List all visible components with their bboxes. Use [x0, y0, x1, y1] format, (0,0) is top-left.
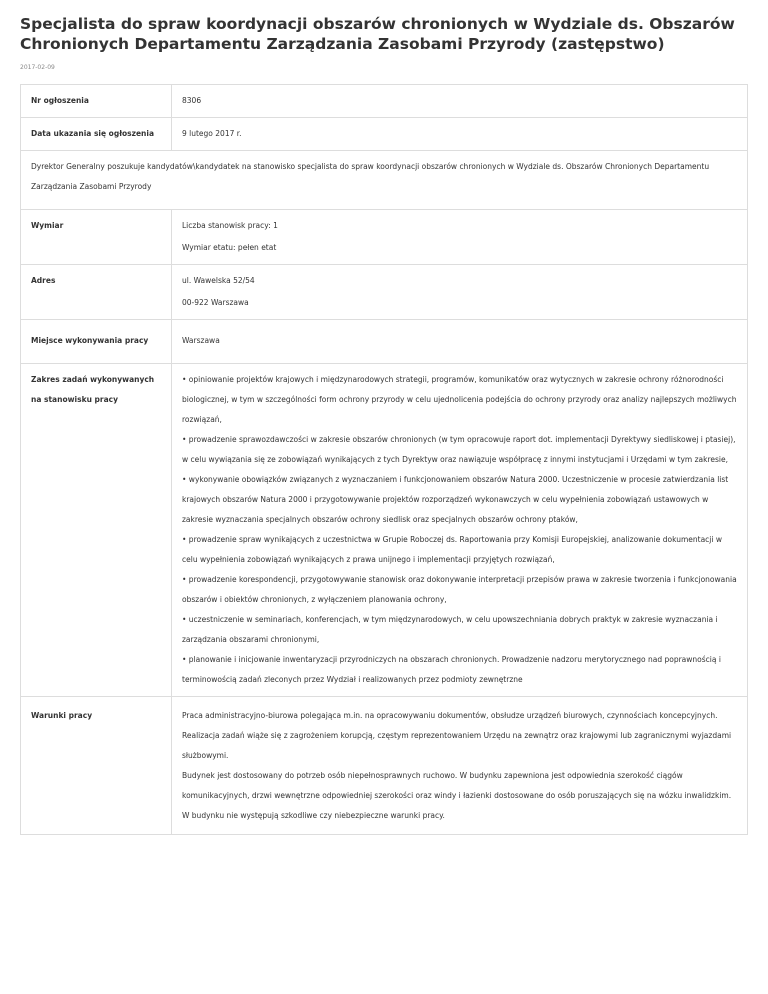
table-row: [21, 320, 748, 364]
list-item: • planowanie i inicjowanie inwentaryzacji przyrodniczych na obszarach chronionych. Prowadzenie nadzoru merytorycznego nad poprawnością i terminowością zadań zleconych przez Wydział i realizowanych przez podmioty zewnętrzne: [182, 655, 721, 684]
list-item: • prowadzenie sprawozdawczości w zakresie obszarów chronionych (w tym opracowuje raport dot. implementacji Dyrektywy siedliskowej i ptasiej), w celu wywiązania się ze zobowiązań wynikających z tych Dyrektyw oraz nawiązuje współpracę z innymi instytucjami i Urzędami w tym zakresie,: [182, 435, 736, 464]
conditions-paragraph: Praca administracyjno-biurowa polegająca m.in. na opracowywaniu dokumentów, obsłudze urządzeń biurowych, czynnościach koncepcyjnych. Realizacja zadań wiąże się z zagrożeniem korupcją, częstym reprezentowaniem Urzędu na zewnątrz oraz krajowymi lub zagranicznymi wyjazdami służbowymi.: [182, 711, 732, 760]
street-address: ul. Wawelska 52/54: [182, 276, 255, 285]
adres-value: [172, 265, 748, 320]
work-location: Warszawa: [172, 320, 748, 364]
offer-details-table: [20, 84, 748, 835]
table-row: [21, 210, 748, 265]
work-conditions: [172, 697, 748, 835]
conditions-paragraph: Budynek jest dostosowany do potrzeb osób niepełnosprawnych ruchowo. W budynku zapewniona jest odpowiednia szerokość ciągów komunikacyjnych, drzwi wewnętrzne odpowiedniej szerokości oraz windy i łazienki dostosowane do osób poruszających się na wózku inwalidzkim.: [182, 771, 732, 800]
offer-number: 8306: [172, 85, 748, 118]
page-title: Specjalista do spraw koordynacji obszarów chronionych w Wydziale ds. Obszarów Chronionych Departamentu Zarządzania Zasobami Przyrody (zastępstwo): [20, 15, 735, 53]
wymiar-value: [172, 210, 748, 265]
table-row: [21, 151, 748, 210]
row-label-zakres: Zakres zadań wykonywanych na stanowisku pracy: [21, 364, 172, 697]
row-label-nr: Nr ogłoszenia: [21, 85, 172, 118]
duties-list: [172, 364, 748, 697]
row-label-miejsce: Miejsce wykonywania pracy: [21, 320, 172, 364]
table-row: [21, 364, 748, 697]
row-label-date: Data ukazania się ogłoszenia: [21, 118, 172, 151]
table-row: [21, 265, 748, 320]
row-label-warunki: Warunki pracy: [21, 697, 172, 835]
employment-size: Wymiar etatu: pełen etat: [182, 243, 277, 252]
list-item: • prowadzenie korespondencji, przygotowywanie stanowisk oraz dokonywanie interpretacji przepisów prawa w zakresie tworzenia i funkcjonowania obszarów i obiektów chronionych, z wyłączeniem planowania ochrony,: [182, 575, 737, 604]
row-label-wymiar: Wymiar: [21, 210, 172, 265]
postal-city: 00-922 Warszawa: [182, 298, 249, 307]
list-item: • prowadzenie spraw wynikających z uczestnictwa w Grupie Roboczej ds. Raportowania przy Komisji Europejskiej, analizowanie dokumentacji w celu wypełnienia zobowiązań wynikających z prawa unijnego i implementacji przyjętych rozwiązań,: [182, 535, 722, 564]
positions-count: Liczba stanowisk pracy: 1: [182, 221, 278, 230]
publication-date: 2017-02-09: [20, 64, 55, 71]
table-row: [21, 697, 748, 835]
table-row: [21, 85, 748, 118]
offer-date: 9 lutego 2017 r.: [172, 118, 748, 151]
intro-text: Dyrektor Generalny poszukuje kandydatów\kandydatek na stanowisko specjalista do spraw koordynacji obszarów chronionych w Wydziale ds. Obszarów Chronionych Departamentu Zarządzania Zasobami Przyrody: [21, 151, 748, 210]
row-label-adres: Adres: [21, 265, 172, 320]
list-item: • wykonywanie obowiązków związanych z wyznaczaniem i funkcjonowaniem obszarów Natura 2000. Uczestniczenie w procesie zatwierdzania list krajowych obszarów Natura 2000 i przygotowywanie projektów rozporządzeń wykonawczych w celu wypełnienia zobowiązań ustawowych w zakresie wyznaczania specjalnych obszarów ochrony siedlisk oraz specjalnych obszarów ochrony ptaków,: [182, 475, 729, 524]
conditions-paragraph: W budynku nie występują szkodliwe czy niebezpieczne warunki pracy.: [182, 811, 445, 820]
table-row: [21, 118, 748, 151]
list-item: • opiniowanie projektów krajowych i międzynarodowych strategii, programów, komunikatów oraz wytycznych w zakresie ochrony różnorodności biologicznej, w tym w szczególności form ochrony przyrody w celu ujednolicenia podejścia do ochrony przyrody oraz analizy najlepszych możliwych rozwiązań,: [182, 375, 737, 424]
list-item: • uczestniczenie w seminariach, konferencjach, w tym międzynarodowych, w celu upowszechniania dobrych praktyk w zakresie wyznaczania i zarządzania obszarami chronionymi,: [182, 615, 718, 644]
